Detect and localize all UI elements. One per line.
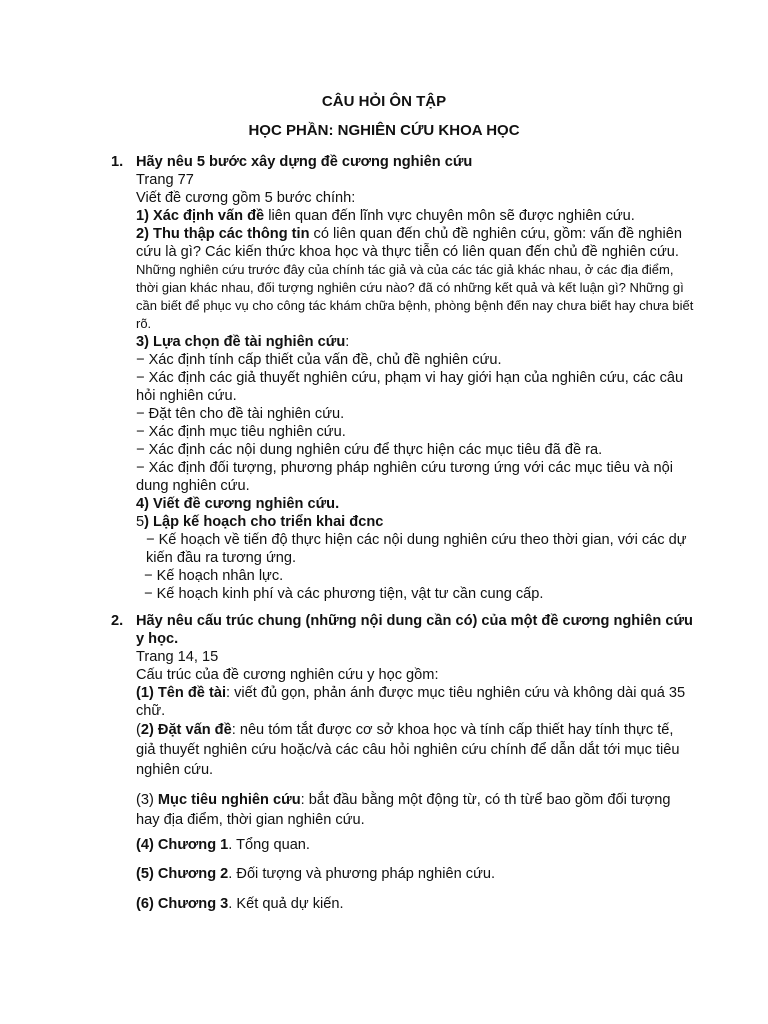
question-2-page-ref: Trang 14, 15	[136, 649, 219, 665]
structure-item-6-label: (6) Chương 3	[136, 896, 229, 912]
structure-item-3	[136, 790, 696, 830]
structure-item-1-text: : viết đủ gọn, phản ánh được mục tiêu nghiên cứu và không dài quá 35 chữ.	[136, 685, 686, 719]
structure-item-5-text: . Đối tượng và phương pháp nghiên cứu.	[228, 866, 496, 882]
step-5-item: − Kế hoạch nhân lực.	[144, 568, 284, 584]
step-2	[136, 225, 696, 333]
step-3-item: − Xác định mục tiêu nghiên cứu.	[136, 424, 346, 440]
question-2-number: 2.	[111, 613, 124, 629]
structure-item-2-text: : nêu tóm tắt được cơ sở khoa học và tính cấp thiết hay tính thực tế, giả thuyết nghiên cứu hoặc/và các câu hỏi nghiên cứu chính để dẫn dắt tới mục tiêu nghiên cứu.	[136, 722, 680, 778]
step-5-label: ) Lập kế hoạch cho triển khai đcnc	[144, 514, 384, 530]
structure-item-6	[136, 895, 696, 913]
structure-item-4	[136, 836, 696, 854]
structure-item-5-label: (5) Chương 2	[136, 866, 229, 882]
document-subtitle: HỌC PHẦN: NGHIÊN CỨU KHOA HỌC	[248, 122, 520, 139]
structure-item-2-paren: (	[136, 722, 141, 738]
structure-item-4-label: (4) Chương 1	[136, 837, 229, 853]
question-1-intro: Viết đề cương gồm 5 bước chính:	[136, 190, 356, 206]
step-4	[136, 495, 696, 513]
step-3-item: − Xác định đối tượng, phương pháp nghiên cứu tương ứng với các mục tiêu và nội dung nghiên cứu.	[136, 460, 674, 494]
step-4-label: 4) Viết đề cương nghiên cứu.	[136, 496, 340, 512]
step-1	[136, 207, 696, 225]
step-2-detail: Những nghiên cứu trước đây của chính tác giả và của các tác giả khác nhau, ở các địa điểm, thời gian khác nhau, đối tượng nghiên cứu nào? đã có những kết quả và kết luận gì? Những gì cần biết để phục vụ cho công tác khám chữa bệnh, phòng bệnh đến nay chưa biết hay chưa biết rõ.	[136, 262, 694, 331]
step-3	[136, 333, 696, 351]
document-title: CÂU HỎI ÔN TẬP	[321, 93, 447, 110]
question-2	[111, 612, 696, 830]
structure-item-2-label: 2) Đặt vấn đề	[140, 722, 232, 738]
question-2-heading: Hãy nêu cấu trúc chung (những nội dung cần có) của một đề cương nghiên cứu y học.	[136, 613, 693, 647]
step-2-label: 2) Thu thập các thông tin	[136, 226, 310, 242]
structure-item-3-prefix: (3)	[136, 792, 158, 808]
spacer	[136, 780, 696, 790]
step-3-item: − Đặt tên cho đề tài nghiên cứu.	[136, 406, 345, 422]
structure-item-1-label: (1) Tên đề tài	[136, 685, 227, 701]
question-1-number: 1.	[111, 154, 124, 170]
structure-item-5	[136, 865, 696, 883]
structure-item-4-text: . Tổng quan.	[228, 837, 310, 853]
question-1	[111, 153, 696, 603]
question-1-page-ref: Trang 77	[136, 172, 194, 188]
structure-item-3-text: : bắt đầu bằng một động từ, có th từể bao gồm đối tượng hay địa điểm, thời gian nghiên cứu.	[136, 792, 671, 828]
step-3-item: − Xác định các nội dung nghiên cứu để thực hiện các mục tiêu đã đề ra.	[136, 442, 603, 458]
step-5-prefix: 5	[136, 514, 145, 530]
step-3-item: − Xác định tính cấp thiết của vấn đề, chủ đề nghiên cứu.	[136, 352, 502, 368]
step-1-text: liên quan đến lĩnh vực chuyên môn sẽ được nghiên cứu.	[264, 208, 635, 224]
question-2-intro: Cấu trúc của đề cương nghiên cứu y học gồm:	[136, 667, 439, 683]
step-3-label: 3) Lựa chọn đề tài nghiên cứu	[136, 334, 346, 350]
step-5-item: − Kế hoạch về tiến độ thực hiện các nội dung nghiên cứu theo thời gian, với các dự kiến đầu ra tương ứng.	[146, 532, 687, 566]
structure-item-1	[136, 684, 696, 720]
step-2-text: có liên quan đến chủ đề nghiên cứu, gồm: vấn đề nghiên cứu là gì? Các kiến thức khoa học và thực tiễn có liên quan đến chủ đề nghiên cứu.	[136, 226, 682, 260]
step-3-colon: :	[345, 334, 350, 350]
structure-item-2	[136, 720, 696, 780]
question-1-heading: Hãy nêu 5 bước xây dựng đề cương nghiên cứu	[136, 154, 473, 170]
step-5	[136, 513, 696, 531]
step-5-item: − Kế hoạch kinh phí và các phương tiện, vật tư cần cung cấp.	[144, 586, 544, 602]
step-3-item: − Xác định các giả thuyết nghiên cứu, phạm vi hay giới hạn của nghiên cứu, các câu hỏi nghiên cứu.	[136, 370, 684, 404]
structure-item-3-label: Mục tiêu nghiên cứu	[157, 792, 301, 808]
step-1-label: 1) Xác định vấn đề	[136, 208, 265, 224]
structure-item-6-text: . Kết quả dự kiến.	[228, 896, 344, 912]
